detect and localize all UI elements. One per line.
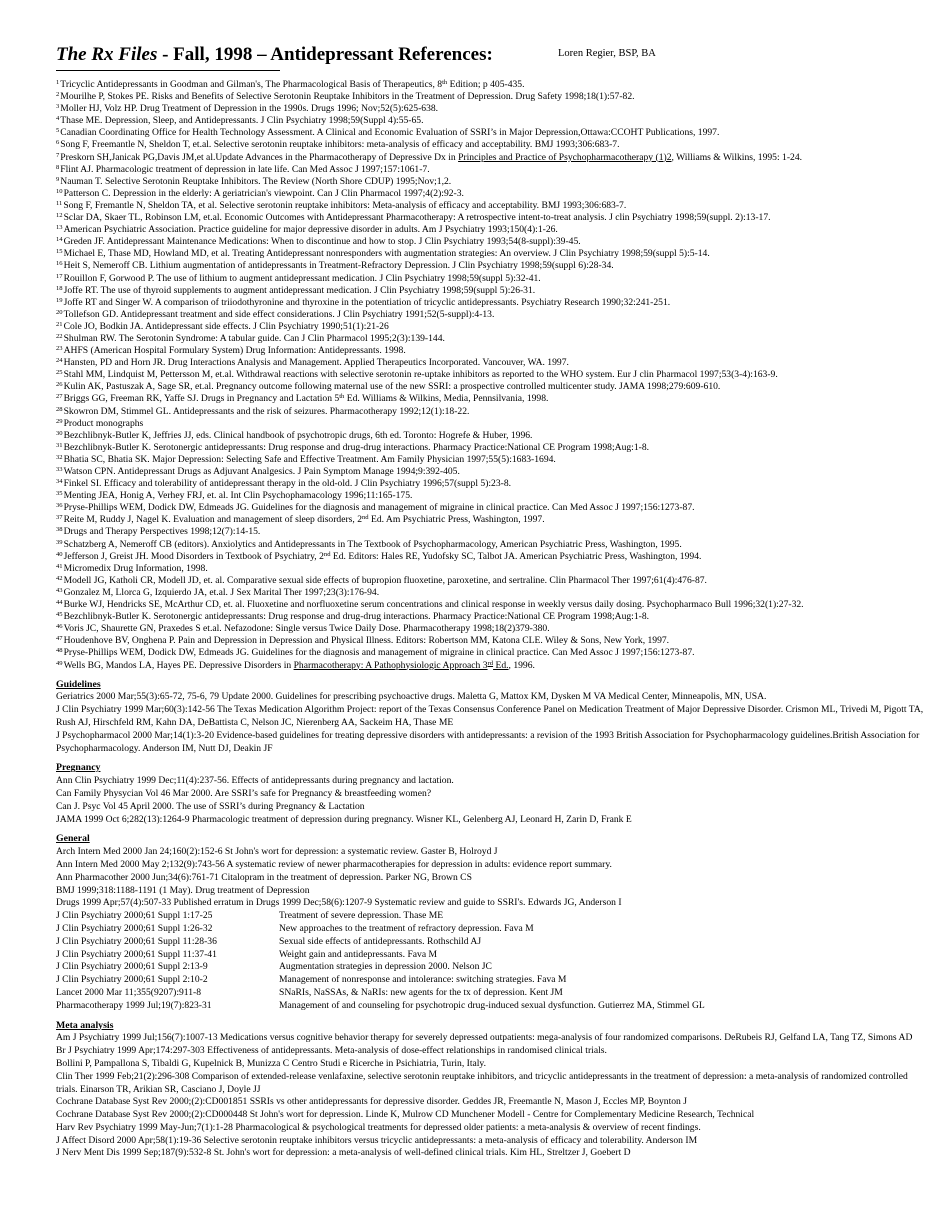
- reference-text: Pryse-Phillips WEM, Dodick DW, Edmeads JG. Guidelines for the diagnosis and management of migraine in clinical practice. Can Med Assoc J 1997;156:1273-87.: [63, 502, 695, 514]
- reference-text: Kulin AK, Pastuszak A, Sage SR, et.al. Pregnancy outcome following maternal use of the new SSRI: a prospective controlled multicenter study. JAMA 1998;279:609-610.: [63, 381, 721, 393]
- pair-description: SNaRIs, NaSSAs, & NaRIs: new agents for the tx of depression. Kent JM: [279, 986, 563, 998]
- general-item: BMJ 1999;318:1188-1191 (1 May). Drug treatment of Depression: [56, 884, 310, 896]
- guideline-item: J Clin Psychiatry 1999 Mar;60(3):142-56 The Texas Medication Algorithm Project: report of the Texas Consensus Conference Panel on Medication Treatment of Major Depressive Disorder. Crismon ML, Trivedi M, Pigott TA, Rush AJ, Hirschfeld RM, Kahn DA, DeBattista C, Nelson JC, Nierenberg AA, Sackeim HA, Thase ME: [56, 704, 924, 728]
- reference-number: 16: [56, 260, 63, 268]
- general-list: [56, 846, 926, 910]
- reference-text: Joffe RT and Singer W. A comparison of triiodothyronine and thyroxine in the potentiation of tricyclic antidepressants. Psychiatry Research 1990;32:241-251.: [63, 296, 671, 308]
- reference-text: Cole JO, Bodkin JA. Antidepressant side effects. J Clin Psychiatry 1990;51(1):21-26: [63, 320, 389, 332]
- pair-description: Sexual side effects of antidepressants. Rothschild AJ: [279, 935, 482, 947]
- reference-item: [56, 79, 926, 91]
- reference-number: 27: [56, 393, 63, 401]
- reference-item: [56, 273, 926, 285]
- reference-text: Hansten, PD and Horn JR. Drug Interactions Analysis and Management. Applied Therapeutics Incorporated. Vancouver, WA. 1997.: [63, 357, 569, 369]
- reference-text: Voris JC, Shaurette GN, Praxedes S et.al. Nefazodone: Single versus Twice Daily Dose. Pharmacotherapy 1998;18(2)379-380.: [63, 623, 550, 635]
- general-pair-row: [56, 923, 926, 936]
- general-pair-row: [56, 910, 926, 923]
- general-pair-row: [56, 974, 926, 987]
- pair-citation: Lancet 2000 Mar 11;355(9207):911-8: [56, 986, 202, 998]
- reference-number: 48: [56, 647, 63, 655]
- reference-item: [56, 139, 926, 151]
- reference-item: [56, 647, 926, 659]
- reference-number: 37: [56, 514, 63, 522]
- reference-text: Drugs and Therapy Perspectives 1998;12(7):14-15.: [63, 526, 261, 538]
- reference-item: [56, 551, 926, 563]
- guidelines-heading: Guidelines: [56, 678, 101, 690]
- reference-text: Skowron DM, Stimmel GL. Antidepressants and the risk of seizures. Pharmacotherapy 1992;12(1):18-22.: [63, 405, 470, 417]
- reference-number: 49: [56, 659, 63, 667]
- reference-number: 5: [56, 127, 60, 135]
- reference-text: Michael E, Thase MD, Howland MD, et al. Treating Antidepressant nonresponders with augmentation strategies: An overview. J Clin Psychiatry 1998;59(suppl 5):5-14.: [63, 248, 710, 260]
- reference-text: AHFS (American Hospital Formulary System) Drug Information: Antidepressants. 1998.: [63, 345, 406, 357]
- pair-citation: J Clin Psychiatry 2000;61 Suppl 2:10-2: [56, 974, 208, 986]
- general-item: Ann Intern Med 2000 May 2;132(9):743-56 A systematic review of newer pharmacotherapies for depression in adults: evidence report summary.: [56, 858, 612, 870]
- reference-text: Shulman RW. The Serotonin Syndrome: A tabular guide. Can J Clin Pharmacol 1995;2(3):139-144.: [63, 332, 445, 344]
- reference-text: Moller HJ, Volz HP. Drug Treatment of Depression in the 1990s. Drugs 1996; Nov;52(5):625-638.: [60, 103, 439, 115]
- reference-number: 43: [56, 586, 63, 594]
- reference-item: [56, 587, 926, 599]
- reference-number: 12: [56, 212, 63, 220]
- reference-number: 29: [56, 417, 63, 425]
- reference-number: 23: [56, 345, 63, 353]
- document-page: [56, 44, 926, 1160]
- pregnancy-item: Can Family Physycian Vol 46 Mar 2000. Are SSRI’s safe for Pregnancy & breastfeeding women?: [56, 787, 432, 799]
- reference-number: 42: [56, 574, 63, 582]
- reference-item: [56, 466, 926, 478]
- pair-citation: J Clin Psychiatry 2000;61 Suppl 11:28-36: [56, 935, 217, 947]
- reference-item: [56, 200, 926, 212]
- reference-item: [56, 611, 926, 623]
- reference-number: 46: [56, 623, 63, 631]
- reference-number: 44: [56, 599, 63, 607]
- general-pairs: [56, 910, 926, 1012]
- reference-number: 3: [56, 103, 60, 111]
- reference-item: [56, 309, 926, 321]
- reference-item: [56, 260, 926, 272]
- reference-item: [56, 406, 926, 418]
- reference-item: [56, 490, 926, 502]
- author-name: Loren Regier, BSP, BA: [558, 48, 656, 59]
- reference-text: Jefferson J, Greist JH. Mood Disorders in Textbook of Psychiatry, 2: [63, 550, 324, 562]
- reference-item: [56, 285, 926, 297]
- reference-number: 21: [56, 320, 63, 328]
- pregnancy-section: [56, 762, 926, 826]
- reference-item: [56, 369, 926, 381]
- reference-number: 2: [56, 91, 60, 99]
- general-item: Arch Intern Med 2000 Jan 24;160(2):152-6 St John's wort for depression: a systematic review. Gaster B, Holroyd J: [56, 846, 498, 858]
- reference-item: [56, 212, 926, 224]
- reference-text: Song F, Freemantle N, Sheldon T, et.al. Selective serotonin reuptake inhibitors: meta-analysis of efficacy and acceptability. BMJ 1993;306:683-7.: [60, 139, 620, 151]
- reference-item: [56, 563, 926, 575]
- reference-item: [56, 224, 926, 236]
- reference-item: [56, 127, 926, 139]
- pregnancy-item: Can J. Psyc Vol 45 April 2000. The use of SSRI’s during Pregnancy & Lactation: [56, 800, 365, 812]
- reference-item: [56, 236, 926, 248]
- reference-text: Principles and Practice of Psychopharmacotherapy (1)2: [458, 151, 672, 163]
- meta-analysis-list: [56, 1032, 926, 1160]
- reference-text: Burke WJ, Hendricks SE, McArthur CD, et. al. Fluoxetine and norfluoxetine serum concentrations and clinical response in weekly versus daily dosing. Psychopharmaco Bull 1996;32(1):27-32.: [63, 599, 804, 611]
- reference-item: [56, 514, 926, 526]
- reference-text: Bezchlibnyk-Butler K. Serotonergic antidepressants: Drug response and drug-drug interactions. Pharmacy Practice:National CE Program 1998;Aug:1-8.: [63, 441, 650, 453]
- reference-item: [56, 393, 926, 405]
- meta-analysis-section: [56, 1020, 926, 1161]
- guideline-item: Geriatrics 2000 Mar;55(3):65-72, 75-6, 79 Update 2000. Guidelines for prescribing psychoactive drugs. Maletta G, Mattox KM, Dysken M VA Medical Center, Minneapolis, MN, USA.: [56, 691, 767, 703]
- general-pair-row: [56, 961, 926, 974]
- reference-text: Modell JG, Katholi CR, Modell JD, et. al. Comparative sexual side effects of bupropion fluoxetine, paroxetine, and sertraline. Clin Pharmacol Ther 1997;61(4):476-87.: [63, 574, 707, 586]
- meta-analysis-item: Br J Psychiatry 1999 Apr;174:297-303 Effectiveness of antidepressants. Meta-analysis of dose-effect relationships in randomised clinical trials.: [56, 1045, 607, 1057]
- general-pair-row: [56, 987, 926, 1000]
- meta-analysis-item: Cochrane Database Syst Rev 2000;(2):CD001851 SSRIs vs other antidepressants for depressive disorder. Geddes JR, Freemantle N, Mason J, Eccles MP, Boynton J: [56, 1096, 687, 1108]
- reference-text: Song F, Fremantle N, Sheldon TA, et al. Selective serotonin reuptake inhibitors: Meta-analysis of efficacy and acceptability. BMJ 1993;306:683-7.: [63, 199, 627, 211]
- reference-text: Houdenhove BV, Onghena P. Pain and Depression in Depression and Physical Illness. Editors: Robertson MM, Katona CLE. Wiley & Sons, New York, 1997.: [63, 635, 670, 647]
- superscript-text: th: [339, 393, 345, 401]
- reference-item: [56, 357, 926, 369]
- pair-description: Weight gain and antidepressants. Fava M: [279, 948, 438, 960]
- reference-item: [56, 599, 926, 611]
- reference-text: American Psychiatric Association. Practice guideline for major depressive disorder in adults. Am J Psychiatry 1993;150(4):1-26.: [63, 224, 558, 236]
- reference-text: Reite M, Ruddy J, Nagel K. Evaluation and management of sleep disorders, 2: [63, 514, 362, 526]
- reference-number: 11: [56, 199, 63, 207]
- pair-citation: J Clin Psychiatry 2000;61 Suppl 1:26-32: [56, 922, 213, 934]
- meta-analysis-item: Clin Ther 1999 Feb;21(2):296-308 Comparison of extended-release venlafaxine, selective serotonin reuptake inhibitors, and tricyclic antidepressants in the treatment of depression: a meta-analysis of randomized controlled trials. Einarson TR, Arikian SR, Casciano J, Doyle JJ: [56, 1070, 908, 1095]
- reference-text: Ed.: [493, 659, 509, 671]
- reference-number: 36: [56, 502, 63, 510]
- reference-item: [56, 635, 926, 647]
- pair-citation: J Clin Psychiatry 2000;61 Suppl 2:13-9: [56, 961, 208, 973]
- reference-text: Bezchlibnyk-Butler K, Jeffries JJ, eds. Clinical handbook of psychotropic drugs, 6th ed. Toronto: Hogrefe & Huber, 1996.: [63, 429, 533, 441]
- pair-citation: Pharmacotherapy 1999 Jul;19(7):823-31: [56, 999, 212, 1011]
- reference-text: Tollefson GD. Antidepressant treatment and side effect considerations. J Clin Psychiatry 1991;52(5-suppl):4-13.: [63, 308, 495, 320]
- reference-number: 15: [56, 248, 63, 256]
- reference-number: 4: [56, 115, 60, 123]
- reference-item: [56, 91, 926, 103]
- reference-item: [56, 297, 926, 309]
- reference-text: Nauman T. Selective Serotonin Reuptake Inhibitors. The Review (North Shore CDUP) 1995;Nov;1,2.: [60, 175, 452, 187]
- reference-item: [56, 478, 926, 490]
- general-section: [56, 833, 926, 1012]
- reference-text: Stahl MM, Lindquist M, Pettersson M, et.al. Withdrawal reactions with selective serotonin re-uptake inhibitors as reported to the WHO system. Eur J clin Pharmacol 1997;53(3-4):163-9.: [63, 369, 778, 381]
- pair-description: Augmentation strategies in depression 2000. Nelson JC: [279, 961, 492, 973]
- reference-number: 41: [56, 562, 63, 570]
- reference-number: 39: [56, 538, 63, 546]
- meta-analysis-item: Harv Rev Psychiatry 1999 May-Jun;7(1):1-28 Pharmacological & psychological treatments for depressed older patients: a meta-analysis & overview of recent findings.: [56, 1121, 701, 1133]
- document-title: [56, 44, 493, 65]
- reference-text: Heit S, Nemeroff CB. Lithium augmentation of antidepressants in Treatment-Refractory Depression. J Clin Psychiatry 1998;59(suppl 6):28-34.: [63, 260, 614, 272]
- reference-text: Watson CPN. Antidepressant Drugs as Adjuvant Analgesics. J Pain Symptom Manage 1994;9:392-405.: [63, 466, 460, 477]
- general-item: Ann Pharmacother 2000 Jun;34(6):761-71 Citalopram in the treatment of depression. Parker NG, Brown CS: [56, 871, 472, 883]
- reference-item: [56, 248, 926, 260]
- reference-text: Gonzalez M, Llorca G, Izquierdo JA, et.al. J Sex Marital Ther 1997;23(3):176-94.: [63, 586, 380, 598]
- title-italic: The Rx Files: [56, 44, 158, 65]
- general-item: Drugs 1999 Apr;57(4):507-33 Published erratum in Drugs 1999 Dec;58(6):1207-9 Systematic review and guide to SSRI's. Edwards JG, Anderson I: [56, 897, 622, 909]
- reference-number: 33: [56, 466, 63, 473]
- reference-number: 8: [56, 163, 60, 171]
- header-divider: [56, 70, 280, 71]
- superscript-text: th: [442, 79, 448, 86]
- reference-text: Mourilhe P, Stokes PE. Risks and Benefits of Selective Serotonin Reuptake Inhibitors in the Treatment of Depression. Drug Safety 1998;18(1):57-82.: [60, 91, 635, 103]
- reference-item: [56, 539, 926, 551]
- superscript-text: nd: [323, 550, 331, 558]
- reference-number: 38: [56, 526, 63, 534]
- pair-description: New approaches to the treatment of refractory depression. Fava M: [279, 922, 534, 934]
- reference-text: Product monographs: [63, 417, 144, 429]
- reference-text: Briggs GG, Freeman RK, Yaffe SJ. Drugs in Pregnancy and Lactation 5: [63, 393, 340, 405]
- reference-text: Tricyclic Antidepressants in Goodman and Gilman's, The Pharmacological Basis of Therapeutics, 8: [60, 79, 443, 90]
- reference-number: 25: [56, 369, 63, 377]
- reference-number: 7: [56, 151, 60, 159]
- reference-item: [56, 575, 926, 587]
- reference-text: Flint AJ. Pharmacologic treatment of depression in late life. Can Med Assoc J 1997;157:1061-7.: [60, 163, 430, 175]
- reference-text: Wells BG, Mandos LA, Hayes PE. Depressive Disorders in: [63, 659, 294, 671]
- general-pair-row: [56, 1000, 926, 1013]
- superscript-text: rd: [487, 659, 494, 667]
- reference-number: 30: [56, 429, 63, 437]
- pregnancy-item: Ann Clin Psychiatry 1999 Dec;11(4):237-56. Effects of antidepressants during pregnancy and lactation.: [56, 775, 454, 787]
- reference-number: 31: [56, 441, 63, 449]
- reference-text: Thase ME. Depression, Sleep, and Antidepressants. J Clin Psychiatry 1998;59(Suppl 4):55-65.: [60, 115, 424, 127]
- reference-text: Greden JF. Antidepressant Maintenance Medications: When to discontinue and how to stop. J Clin Psychiatry 1993;54(8-suppl):39-45.: [63, 236, 581, 248]
- reference-number: 10: [56, 187, 63, 195]
- reference-text: Menting JEA, Honig A, Verhey FRJ, et. al. Int Clin Psychophamacology 1996;11:165-175.: [63, 490, 413, 502]
- reference-item: [56, 623, 926, 635]
- reference-number: 24: [56, 357, 63, 365]
- document-header: [56, 44, 926, 66]
- reference-item: [56, 103, 926, 115]
- reference-text: Bhatia SC, Bhatia SK. Major Depression: Selecting Safe and Effective Treatment. Am Family Physician 1997;55(5):1683-1694.: [63, 453, 556, 465]
- reference-text: Ed. Editors: Hales RE, Yudofsky SC, Talbot JA. American Psychiatric Press, Washington, 1994.: [330, 550, 702, 562]
- reference-item: [56, 321, 926, 333]
- reference-text: Sclar DA, Skaer TL, Robinson LM, et.al. Economic Outcomes with Antidepressant Pharmacotherapy: A retrospective intent-to-treat analysis. J clin Psychiatry 1998;59(suppl. 2):13-17.: [63, 212, 771, 224]
- reference-text: Rouillon F, Gorwood P. The use of lithium to augment antidepressant medication. J Clin Psychiatry 1998;59(suppl 5):32-41.: [63, 272, 541, 284]
- reference-number: 45: [56, 611, 63, 619]
- reference-number: 28: [56, 405, 63, 413]
- reference-text: Ed. Am Psychiatric Press, Washington, 1997.: [368, 514, 545, 526]
- meta-analysis-item: J Nerv Ment Dis 1999 Sep;187(9):532-8 St. John's wort for depression: a meta-analysis of well-defined clinical trials. Kim HL, Streltzer J, Goebert D: [56, 1147, 631, 1159]
- reference-item: [56, 502, 926, 514]
- reference-number: 19: [56, 296, 63, 304]
- reference-item: [56, 152, 926, 164]
- reference-number: 32: [56, 453, 63, 461]
- reference-text: Patterson C. Depression in the elderly: A geriatrician's viewpoint. Can J Clin Pharmacol 1997;4(2):92-3.: [63, 187, 464, 199]
- reference-number: 34: [56, 478, 63, 486]
- meta-analysis-heading: Meta analysis: [56, 1019, 114, 1031]
- meta-analysis-item: Cochrane Database Syst Rev 2000;(2):CD000448 St John's wort for depression. Linde K, Mulrow CD Munchener Modell - Centre for Complementary Medicine Research, Technical: [56, 1109, 755, 1121]
- reference-text: , Williams & Wilkins, 1995: 1-24.: [671, 151, 803, 163]
- title-rest: - Fall, 1998 – Antidepressant References:: [157, 44, 493, 65]
- reference-number: 40: [56, 550, 63, 558]
- reference-number: 18: [56, 284, 63, 292]
- pregnancy-list: [56, 775, 926, 826]
- meta-analysis-item: Am J Psychiatry 1999 Jul;156(7):1007-13 Medications versus cognitive behavior therapy for severely depressed outpatients: mega-analysis of four randomized comparisons. DeRubeis RJ, Gelfand LA, Tang TZ, Simons AD: [56, 1032, 913, 1044]
- pair-description: Treatment of severe depression. Thase ME: [279, 910, 444, 922]
- guidelines-section: [56, 679, 926, 756]
- reference-text: Preskorn SH,Janicak PG,Davis JM,et al.Update Advances in the Pharmacotherapy of Depressive Dx in: [60, 151, 459, 163]
- reference-text: Ed. Williams & Wilkins, Media, Pennsilvania, 1998.: [344, 393, 549, 405]
- reference-item: [56, 454, 926, 466]
- reference-text: Canadian Coordinating Office for Health Technology Assessment. A Clinical and Economic Evaluation of SSRI’s in Major Depression,Ottawa:CCOHT Publications, 1997.: [60, 127, 720, 139]
- reference-text: Schatzberg A, Nemeroff CB (editors). Anxiolytics and Antidepressants in The Textbook of Psychopharmacology, American Psychiatric Press, Washington, 1995.: [63, 538, 682, 550]
- meta-analysis-item: Bollini P, Pampallona S, Tibaldi G, Kupelnick B, Munizza C Centro Studi e Ricerche in Psichiatria, Turin, Italy.: [56, 1057, 487, 1069]
- pair-citation: J Clin Psychiatry 2000;61 Suppl 11:37-41: [56, 948, 217, 960]
- reference-number: 14: [56, 236, 63, 244]
- reference-item: [56, 418, 926, 430]
- reference-text: Bezchlibnyk-Butler K. Serotonergic antidepressants: Drug response and drug-drug interactions. Pharmacy Practice:National CE Program 1998;Aug:1-8.: [63, 611, 650, 623]
- general-pair-row: [56, 936, 926, 949]
- guideline-item: J Psychopharmacol 2000 Mar;14(1):3-20 Evidence-based guidelines for treating depressive disorders with antidepressants: a revision of the 1993 British Association for Psychopharmacology guidelines.British Association for Psychopharmacology. Anderson IM, Nutt DJ, Deakin JF: [56, 729, 920, 754]
- reference-item: [56, 164, 926, 176]
- reference-item: [56, 442, 926, 454]
- reference-number: 17: [56, 272, 63, 280]
- reference-number: 20: [56, 308, 63, 316]
- pregnancy-heading: Pregnancy: [56, 762, 101, 774]
- reference-text: , 1996.: [508, 659, 535, 671]
- reference-number: 1: [56, 79, 60, 86]
- reference-item: [56, 660, 926, 672]
- reference-text: Edition; p 405-435.: [447, 79, 525, 90]
- reference-number: 26: [56, 381, 63, 389]
- reference-number: 9: [56, 175, 60, 183]
- reference-number: 6: [56, 139, 60, 147]
- pair-description: Management of and counseling for psychotropic drug-induced sexual dysfunction. Gutierrez MA, Stimmel GL: [279, 999, 705, 1011]
- reference-item: [56, 115, 926, 127]
- reference-item: [56, 381, 926, 393]
- reference-text: Micromedix Drug Information, 1998.: [63, 562, 208, 574]
- pair-description: Management of nonresponse and intolerance: switching strategies. Fava M: [279, 974, 567, 986]
- general-heading: General: [56, 833, 90, 845]
- reference-number: 35: [56, 490, 63, 498]
- reference-number: 13: [56, 224, 63, 232]
- reference-number: 47: [56, 635, 63, 643]
- pair-citation: J Clin Psychiatry 2000;61 Suppl 1:17-25: [56, 910, 213, 922]
- meta-analysis-item: J Affect Disord 2000 Apr;58(1):19-36 Selective serotonin reuptake inhibitors versus tricyclic antidepressants: a meta-analysis of efficacy and tolerability. Anderson IM: [56, 1134, 698, 1146]
- numbered-references: [56, 79, 926, 672]
- reference-item: [56, 176, 926, 188]
- pregnancy-item: JAMA 1999 Oct 6;282(13):1264-9 Pharmacologic treatment of depression during pregnancy. Wisner KL, Gelenberg AJ, Leonard H, Zarin D, Frank E: [56, 813, 632, 825]
- reference-text: Pharmacotherapy: A Pathophysiologic Approach 3: [293, 659, 488, 671]
- reference-item: [56, 430, 926, 442]
- general-pair-row: [56, 949, 926, 962]
- reference-item: [56, 333, 926, 345]
- reference-text: Pryse-Phillips WEM, Dodick DW, Edmeads JG. Guidelines for the diagnosis and management of migraine in clinical practice. Can Med Assoc J 1997;156:1273-87.: [63, 647, 695, 659]
- reference-item: [56, 188, 926, 200]
- reference-item: [56, 526, 926, 538]
- guidelines-list: [56, 691, 926, 755]
- reference-text: Joffe RT. The use of thyroid supplements to augment antidepressant medication. J Clin Psychiatry 1998;59(suppl 5):26-31.: [63, 284, 536, 296]
- reference-text: Finkel SI. Efficacy and tolerability of antidepressant therapy in the old-old. J Clin Psychiatry 1996;57(suppl 5):23-8.: [63, 478, 512, 490]
- reference-number: 22: [56, 332, 63, 340]
- reference-item: [56, 345, 926, 357]
- superscript-text: nd: [362, 514, 369, 522]
